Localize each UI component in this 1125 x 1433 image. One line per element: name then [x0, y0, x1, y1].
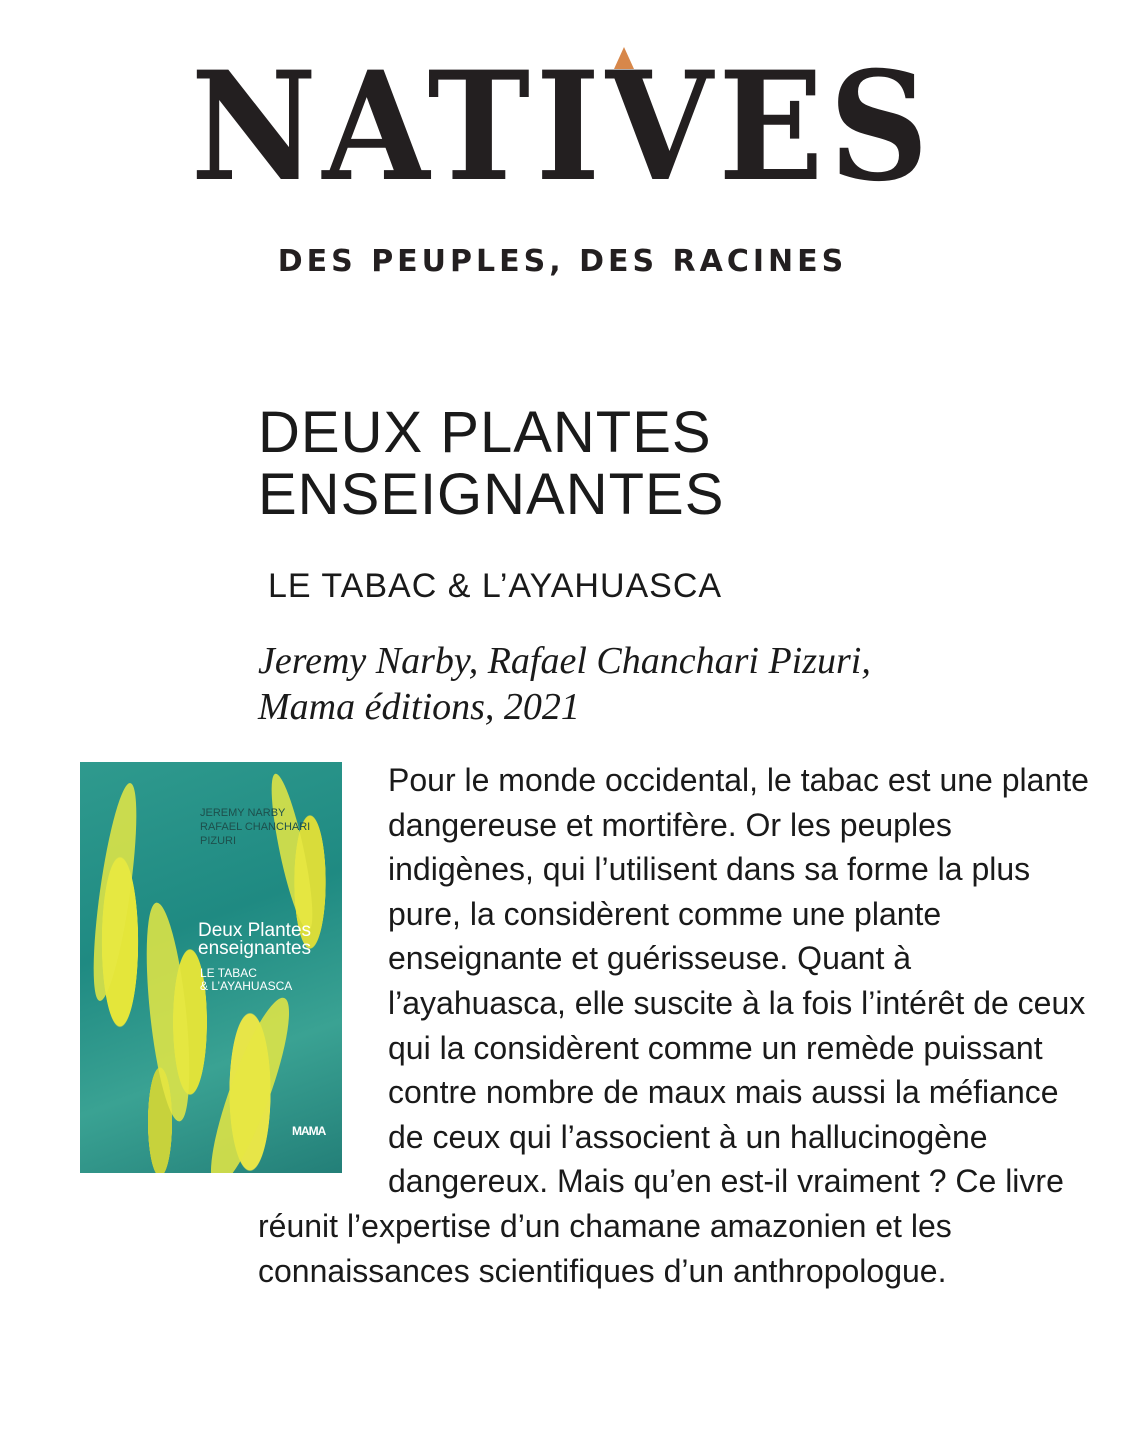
publisher-logo: MAMA — [292, 1124, 326, 1138]
cover-title-line-2: enseignantes — [198, 938, 312, 959]
cover-subtitle-line-1: LE TABAC — [200, 966, 257, 980]
cover-author-2: RAFAEL CHANCHARI PIZURI — [200, 821, 311, 847]
cover-author-1: JEREMY NARBY — [200, 807, 286, 819]
cover-leaf-decoration — [139, 901, 198, 1124]
article-subtitle: LE TABAC & L’AYAHUASCA — [268, 567, 723, 605]
credits-authors: Jeremy Narby, Rafael Chanchari Pizuri, — [258, 640, 871, 682]
article-title — [258, 402, 1078, 526]
cover-wrap-spacer — [258, 758, 388, 1198]
natives-logo — [0, 0, 1125, 300]
logo-tagline: DES PEUPLES, DES RACINES — [277, 244, 848, 279]
article-body-text: Pour le monde occidental, le tabac est une plante dangereuse et mortifère. Or les peuples indigènes, qui l’utilisent dans sa forme la plus pure, la considèrent comme une plante enseignante et guérisseuse. Quant à l’ayahuasca, elle suscite à la fois l’intérêt de ceux qui la considèrent comme un remède puissant contre nombre de maux mais aussi la méfiance de ceux qui l’associent à un hallucinogène dangereux. Mais qu’en est-il vraiment ? Ce livre réunit l’expertise d’un chamane amazonien et les connaissances scientifiques d’un anthropologue. — [258, 762, 1089, 1289]
cover-title-line-1: Deux Plantes — [198, 920, 312, 941]
credits-publisher: Mama éditions, 2021 — [258, 686, 580, 728]
logo-wordmark: NATIVES — [190, 39, 935, 215]
cover-leaf-decoration — [85, 781, 145, 1003]
article-credits — [258, 638, 1098, 730]
cover-subtitle-line-2: & L’AYAHUASCA — [200, 979, 293, 993]
article-body — [258, 758, 1090, 1293]
title-line-2: ENSEIGNANTES — [258, 462, 725, 527]
title-line-1: DEUX PLANTES — [258, 400, 712, 465]
